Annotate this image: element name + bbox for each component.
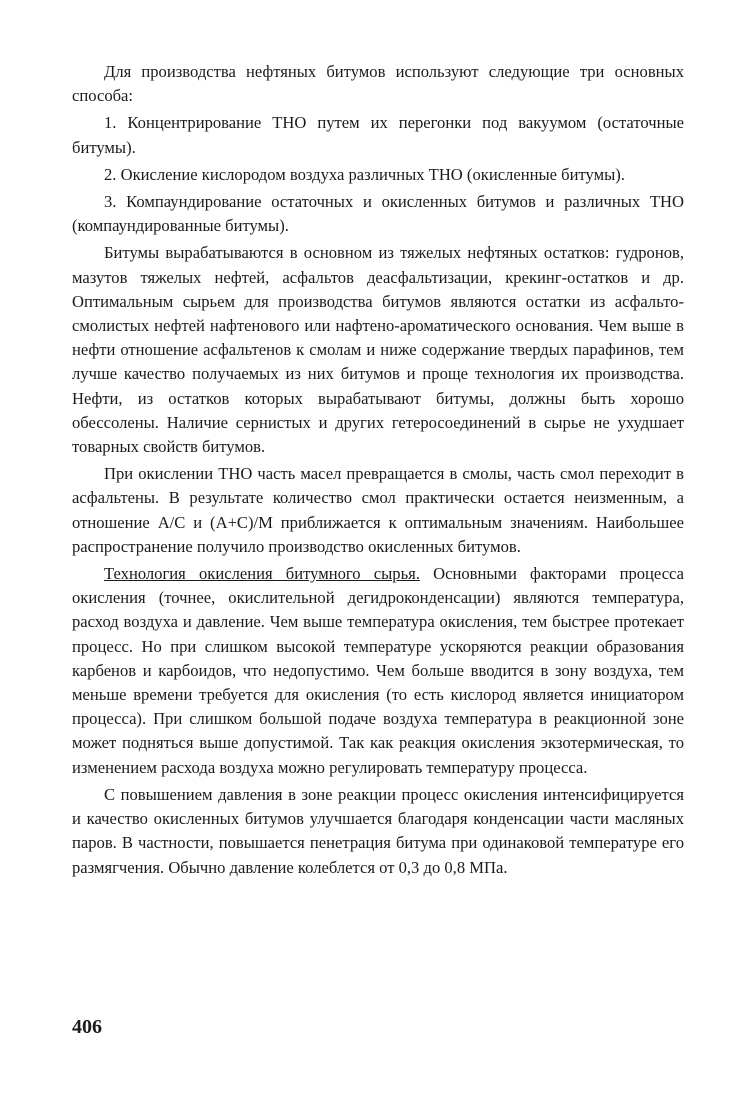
paragraph-technology-body: Основными факторами процесса окисления (точнее, окислительной дегидроконденсации) являются температура, расход воздуха и давление. Чем выше температура окисления, тем быстрее протекает процесс. Но при слишком высокой температуре ускоряются реакции образования карбенов и карбоидов, что недопустимо. Чем больше вводится в зону воздуха, тем меньше времени требуется для окисления (то есть кислород является инициатором процесса). При слишком большой подаче воздуха температура в реакционной зоне может подняться выше допустимой. Так как реакция окисления экзотермическая, то изменением расхода воздуха можно регулировать температуру процесса. bbox=[72, 564, 684, 777]
page-number: 406 bbox=[72, 1016, 102, 1038]
document-page bbox=[72, 60, 684, 883]
paragraph-method-2: 2. Окисление кислородом воздуха различных ТНО (окисленные битумы). bbox=[104, 164, 625, 184]
paragraph-technology bbox=[72, 562, 684, 780]
paragraph-pressure: С повышением давления в зоне реакции процесс окисления интенсифицируется и качество окисленных битумов улучшается благодаря конденсации части масляных паров. В частности, повышается пенетрация битума при одинаковой температуре его размягчения. Обычно давление колеблется от 0,3 до 0,8 МПа. bbox=[72, 784, 684, 877]
paragraph-intro: Для производства нефтяных битумов используют следующие три основных способа: bbox=[72, 62, 684, 106]
section-heading-technology: Технология окисления битумного сырья. bbox=[104, 564, 420, 584]
paragraph-method-1: 1. Концентрирование ТНО путем их перегонки под вакуумом (остаточные битумы). bbox=[72, 113, 684, 157]
paragraph-raw-materials: Битумы вырабатываются в основном из тяжелых нефтяных остатков: гудронов, мазутов тяжелых нефтей, асфальтов деасфальтизации, крекинг-остатков и др. Оптимальным сырьем для производства битумов являются остатки из асфальто-смолистых нефтей нафтенового или нафтено-ароматического основания. Чем выше в нефти отношение асфальтенов к смолам и ниже содержание твердых парафинов, тем лучше качество получаемых из них битумов и проще технология их производства. Нефти, из остатков которых вырабатывают битумы, должны быть хорошо обессолены. Наличие сернистых и других гетеросоединений в сырье не ухудшает товарных свойств битумов. bbox=[72, 243, 684, 457]
paragraph-method-3: 3. Компаундирование остаточных и окисленных битумов и различных ТНО (компаундированные битумы). bbox=[72, 192, 684, 236]
paragraph-oxidation: При окислении ТНО часть масел превращается в смолы, часть смол переходит в асфальтены. В результате количество смол практически остается неизменным, а отношение А/С и (А+С)/М приближается к оптимальным значениям. Наибольшее распространение получило производство окисленных битумов. bbox=[72, 464, 684, 556]
